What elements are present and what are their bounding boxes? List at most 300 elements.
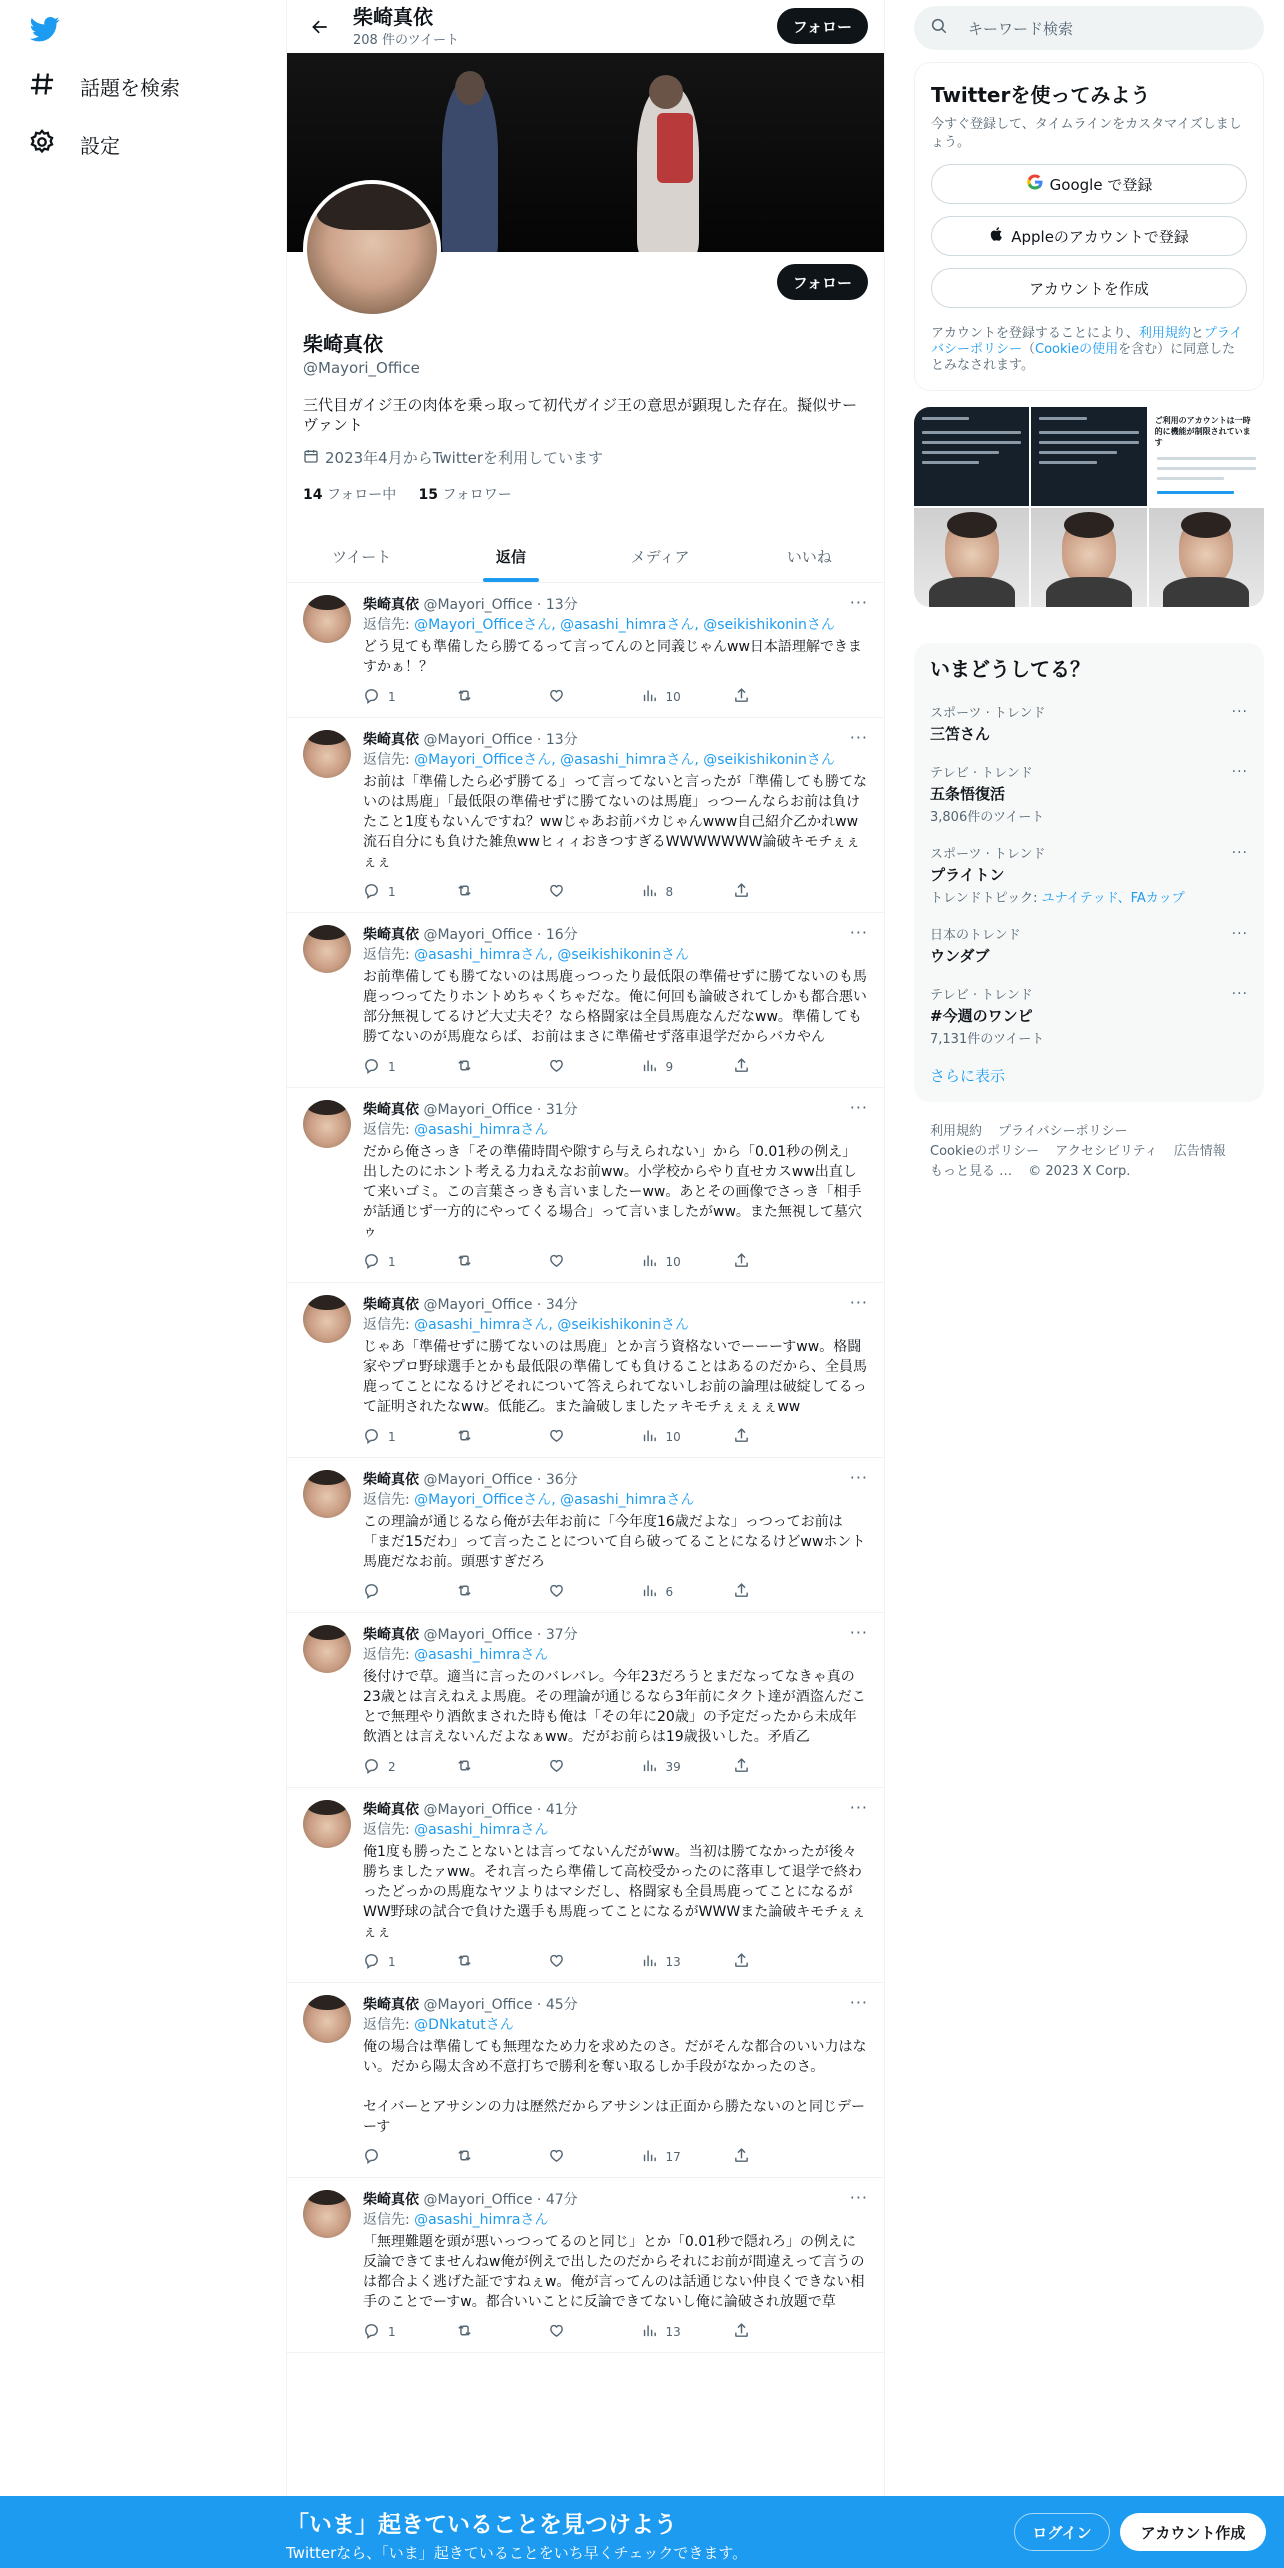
reply-to-link[interactable]: @asashi_himraさん (414, 1647, 549, 1663)
trend-context: 日本のトレンド (930, 928, 1021, 943)
tweet-reply-context (363, 2015, 868, 2035)
media-thumbnail[interactable] (1031, 508, 1146, 607)
share-icon (733, 1057, 750, 1077)
tweet-views-count: 6 (665, 1585, 674, 1599)
tweet-body (363, 2190, 868, 2342)
tab-media[interactable]: メディア (630, 547, 690, 566)
tweet-replies-count: 1 (388, 1255, 396, 1269)
tweet-handle-time: @Mayori_Office · 31分 (423, 1102, 578, 1118)
retweet-icon (456, 2147, 473, 2167)
retweet-button[interactable] (456, 1057, 506, 1077)
reply-to-link[interactable]: @asashi_himraさん, @seikishikoninさん (414, 947, 689, 963)
trend-item[interactable] (914, 694, 1264, 754)
reply-prefix: 返信先: (363, 1647, 415, 1663)
reply-prefix: 返信先: (363, 2017, 415, 2033)
heart-icon (548, 1582, 565, 1602)
profile-follow-button[interactable]: フォロー (777, 264, 868, 300)
tweet-text: どう見ても準備したら勝てるって言ってんのと同義じゃんww日本語理解できますかぁ！？ (363, 639, 862, 675)
tweet-views-count: 17 (665, 2150, 681, 2164)
more-options-icon[interactable]: ··· (849, 1798, 868, 1817)
trend-item[interactable] (914, 835, 1264, 916)
trend-context: スポーツ · トレンド (930, 847, 1046, 862)
tweet-header (363, 1470, 868, 1490)
signup-legal-text: アカウントを登録することにより、利用規約とプライバシーポリシー（Cookieの使用を含む）に同意したとみなされます。 (931, 326, 1243, 373)
reply-button[interactable] (363, 1952, 413, 1972)
share-button[interactable] (733, 882, 783, 902)
nav-explore-label: 話題を検索 (80, 76, 180, 100)
tweet-reply-context (363, 750, 868, 770)
tweet-avatar[interactable] (303, 2190, 351, 2238)
tweet-avatar[interactable] (303, 1800, 351, 1848)
reply-to-link[interactable]: @Mayori_Officeさん, @asashi_himraさん, @seikishikoninさん (414, 752, 835, 768)
more-options-icon[interactable]: ··· (1231, 926, 1248, 942)
tweet-header (363, 1625, 868, 1645)
tweet-actions (363, 1427, 783, 1447)
trend-meta (930, 806, 1248, 825)
tweet-handle-time: @Mayori_Office · 13分 (423, 732, 578, 748)
tweet-text: じゃあ「準備せずに勝てないのは馬鹿」とか言う資格ないでーーーすww。格闘家やプロ野球選手とかも最低限の準備しても負けることはあるのだから、全員馬鹿ってことになるけどそれについて答えられてないしお前の論理は破綻してるって証明されたなww。低能乙。また論破しましたァキモチぇぇぇぇww (363, 1339, 867, 1415)
tweet-reply-context (363, 1490, 868, 1510)
tweet-replies-count: 2 (388, 1760, 396, 1774)
share-button[interactable] (733, 2322, 783, 2342)
nav-settings[interactable] (28, 128, 120, 161)
header-tweet-count: 208 件のツイート (353, 33, 460, 48)
google-signup-button[interactable]: Google で登録 (931, 164, 1247, 204)
like-button[interactable] (548, 1057, 598, 1077)
tweet-body (363, 1625, 868, 1777)
more-options-icon[interactable]: ··· (849, 1468, 868, 1487)
google-icon (1026, 173, 1044, 195)
reply-to-link[interactable]: @asashi_himraさん (414, 1822, 549, 1838)
reply-prefix: 返信先: (363, 617, 415, 633)
retweet-icon (456, 1427, 473, 1447)
tweet-author-name[interactable]: 柴崎真依 (363, 1472, 419, 1488)
tweet[interactable] (287, 913, 884, 1088)
reply-prefix: 返信先: (363, 2212, 415, 2228)
tweet-actions (363, 882, 783, 902)
media-thumbnail[interactable] (914, 508, 1029, 607)
tweet-body (363, 730, 868, 902)
trend-item[interactable] (914, 976, 1264, 1057)
retweet-button[interactable] (456, 1952, 506, 1972)
reply-prefix: 返信先: (363, 1122, 415, 1138)
views-button[interactable] (641, 1252, 691, 1272)
tweet-views-count: 10 (665, 1255, 681, 1269)
retweet-icon (456, 1252, 473, 1272)
retweet-button[interactable] (456, 687, 506, 707)
trend-topic: ウンダブ (930, 947, 990, 965)
more-options-icon[interactable]: ··· (849, 2188, 868, 2207)
share-button[interactable] (733, 1057, 783, 1077)
footer-link[interactable]: アクセシビリティ (1055, 1144, 1158, 1159)
search-input[interactable] (914, 6, 1264, 50)
bottom-signup-bar (0, 2496, 1284, 2568)
views-button[interactable] (641, 1952, 691, 1972)
trend-meta (930, 1028, 1248, 1047)
login-button[interactable]: ログイン (1014, 2513, 1110, 2551)
reply-icon (363, 1252, 380, 1272)
trend-context: テレビ · トレンド (930, 988, 1033, 1003)
views-button[interactable] (641, 1057, 691, 1077)
tweet-header (363, 595, 868, 615)
like-button[interactable] (548, 2322, 598, 2342)
reply-to-link[interactable]: @DNkatutさん (414, 2017, 514, 2033)
trend-topic-links[interactable]: ユナイテッド、FAカップ (1041, 891, 1185, 906)
reply-button[interactable] (363, 1582, 413, 1602)
tweet-body (363, 1800, 868, 1972)
tweet-reply-context (363, 945, 868, 965)
more-options-icon[interactable]: ··· (849, 1993, 868, 2012)
tweet[interactable] (287, 583, 884, 718)
tweet-body (363, 1470, 868, 1602)
trend-topic: #今週のワンピ (930, 1007, 1033, 1025)
apple-icon (989, 226, 1005, 246)
tweet-author-name[interactable]: 柴崎真依 (363, 1102, 419, 1118)
tab-tweets[interactable]: ツイート (331, 547, 392, 566)
share-icon (733, 687, 750, 707)
tweet-avatar[interactable] (303, 595, 351, 643)
share-button[interactable] (733, 687, 783, 707)
hashtag-icon (28, 70, 56, 103)
more-options-icon[interactable]: ··· (1231, 704, 1248, 720)
views-button[interactable] (641, 1582, 691, 1602)
tweet-views-count: 10 (665, 1430, 681, 1444)
tweet-avatar[interactable] (303, 730, 351, 778)
views-button[interactable] (641, 1427, 691, 1447)
tweet-reply-context (363, 1315, 868, 1335)
retweet-button[interactable] (456, 1427, 506, 1447)
tweet-handle-time: @Mayori_Office · 34分 (423, 1297, 578, 1313)
reply-icon (363, 882, 380, 902)
tweet-author-name[interactable]: 柴崎真依 (363, 1627, 419, 1643)
tweet-header (363, 1295, 868, 1315)
tab-replies[interactable]: 返信 (436, 530, 585, 582)
media-card-title: ご利用のアカウントは一時的に機能が制限されています (1154, 416, 1251, 447)
trend-topic: 五条悟復活 (930, 785, 1006, 803)
reply-to-link[interactable]: @Mayori_Officeさん, @asashi_himraさん (414, 1492, 695, 1508)
like-button[interactable] (548, 1757, 598, 1777)
reply-to-link[interactable]: @asashi_himraさん, @seikishikoninさん (414, 1317, 689, 1333)
trend-item[interactable] (914, 754, 1264, 835)
share-icon (733, 2147, 750, 2167)
reply-prefix: 返信先: (363, 1822, 415, 1838)
tweet-actions (363, 1252, 783, 1272)
reply-icon (363, 1582, 380, 1602)
tweet-actions (363, 1057, 783, 1077)
reply-prefix: 返信先: (363, 1492, 415, 1508)
trend-tweet-count: 3,806件のツイート (930, 810, 1045, 825)
views-chart-icon (641, 1582, 658, 1602)
views-chart-icon (641, 2322, 658, 2342)
views-chart-icon (641, 1952, 658, 1972)
tweet-text: お前準備しても勝てないのは馬鹿っつったり最低限の準備せずに勝てないのも馬鹿っつってたりホントめちゃくちゃだな。俺に何回も論破されてしかも都合悪い部分無視してるけど大丈夫そ？なら格闘家は全員馬鹿なんだなww。準備しても勝てないのが馬鹿ならば、お前はまさに準備せず落車退学だからバカやん (363, 969, 867, 1045)
reply-icon (363, 2147, 380, 2167)
heart-icon (548, 687, 565, 707)
reply-prefix: 返信先: (363, 752, 415, 768)
profile-media-grid (914, 407, 1264, 607)
share-button[interactable] (733, 2147, 783, 2167)
tweet-header (363, 925, 868, 945)
media-thumbnail[interactable] (1031, 407, 1146, 506)
retweet-button[interactable] (456, 2147, 506, 2167)
tweet-replies-count: 1 (388, 690, 396, 704)
reply-icon (363, 1057, 380, 1077)
create-account-button[interactable]: アカウントを作成 (931, 268, 1247, 308)
tweet-author-name[interactable]: 柴崎真依 (363, 927, 419, 943)
profile-section (287, 252, 884, 352)
tweet-header (363, 1995, 868, 2015)
more-options-icon[interactable]: ··· (849, 728, 868, 747)
profile-name: 柴崎真依 (303, 332, 383, 356)
reply-button[interactable] (363, 1427, 413, 1447)
views-chart-icon (641, 882, 658, 902)
views-button[interactable] (641, 2322, 691, 2342)
reply-icon (363, 1757, 380, 1777)
trend-meta (930, 887, 1248, 906)
share-icon (733, 2322, 750, 2342)
views-button[interactable] (641, 2147, 691, 2167)
trends-show-more-link[interactable]: さらに表示 (930, 1067, 1006, 1085)
gear-icon (28, 128, 56, 161)
media-thumbnail[interactable] (1149, 407, 1264, 506)
tweet-replies-count: 1 (388, 885, 396, 899)
trends-title: いまどうしてる？ (930, 657, 1090, 681)
share-button[interactable] (733, 1427, 783, 1447)
more-options-icon[interactable]: ··· (1231, 845, 1248, 861)
retweet-icon (456, 1582, 473, 1602)
reply-to-link[interactable]: @asashi_himraさん (414, 2212, 549, 2228)
search-icon (930, 17, 948, 39)
footer-copyright: © 2023 X Corp. (1028, 1164, 1131, 1179)
more-options-icon[interactable]: ··· (849, 923, 868, 942)
tweet-reply-context (363, 1820, 868, 1840)
tweet-actions (363, 2147, 783, 2167)
more-options-icon[interactable]: ··· (849, 1098, 868, 1117)
heart-icon (548, 1427, 565, 1447)
reply-icon (363, 1427, 380, 1447)
tweet-actions (363, 1952, 783, 1972)
trend-meta-prefix: トレンドトピック: (930, 891, 1042, 906)
media-thumbnail[interactable] (914, 407, 1029, 506)
tweet-views-count: 10 (665, 690, 681, 704)
nav-settings-label: 設定 (80, 134, 120, 158)
views-chart-icon (641, 1757, 658, 1777)
retweet-button[interactable] (456, 1252, 506, 1272)
footer-link[interactable]: Cookieのポリシー (930, 1144, 1040, 1159)
like-button[interactable] (548, 687, 598, 707)
profile-joined (287, 447, 884, 468)
retweet-button[interactable] (456, 1757, 506, 1777)
share-button[interactable] (733, 1582, 783, 1602)
retweet-icon (456, 1757, 473, 1777)
share-button[interactable] (733, 1757, 783, 1777)
heart-icon (548, 2322, 565, 2342)
more-options-icon[interactable]: ··· (849, 1293, 868, 1312)
share-button[interactable] (733, 1252, 783, 1272)
tweet[interactable] (287, 2178, 884, 2353)
tweet-text: 「無理難題を頭が悪いっつってるのと同じ」とか「0.01秒で隠れろ」の例えに反論できてませんねw俺が例えで出したのだからそれにお前が間違えって言うのは都合よく逃げた証ですねぇw。俺が言ってんのは話通じない仲良くできない相手のことでーすw。都合いいことに反論できてないし俺に論破され放題で草 (363, 2234, 865, 2310)
like-button[interactable] (548, 1427, 598, 1447)
signup-card (914, 62, 1264, 391)
retweet-icon (456, 2322, 473, 2342)
retweet-button[interactable] (456, 1582, 506, 1602)
share-icon (733, 882, 750, 902)
views-button[interactable] (641, 882, 691, 902)
tweet-body (363, 925, 868, 1077)
retweet-button[interactable] (456, 882, 506, 902)
tweet-reply-context (363, 615, 868, 635)
trends-panel (914, 643, 1264, 1102)
trend-item[interactable] (914, 916, 1264, 976)
back-arrow-icon[interactable] (303, 10, 337, 44)
footer-link[interactable]: 利用規約 (930, 1124, 983, 1139)
reply-icon (363, 2322, 380, 2342)
reply-button[interactable] (363, 1057, 413, 1077)
tab-likes[interactable]: いいね (786, 547, 832, 566)
cookie-link[interactable]: Cookieの使用 (1035, 342, 1119, 357)
profile-tabs (287, 530, 884, 583)
tweet-handle-time: @Mayori_Office · 36分 (423, 1472, 578, 1488)
trend-tweet-count: 7,131件のツイート (930, 1032, 1045, 1047)
like-button[interactable] (548, 1582, 598, 1602)
tweet-author-name[interactable]: 柴崎真依 (363, 2192, 419, 2208)
tweet-text: 後付けで草。適当に言ったのバレバレ。今年23だろうとまだなってなきゃ真の23歳とは言えねえよ馬鹿。その理論が通じるなら3年前にタクト達が酒盗んだことで無理やり酒飲まされた時も俺は「その年に20歳」の予定だったから未成年飲酒とは言えないんだよなぁww。だがお前らは19歳扱いした。矛盾乙 (363, 1669, 866, 1745)
tweet-views-count: 13 (665, 2325, 681, 2339)
tweet[interactable] (287, 1983, 884, 2178)
like-button[interactable] (548, 2147, 598, 2167)
tweet-avatar[interactable] (303, 1470, 351, 1518)
tweet-avatar[interactable] (303, 1100, 351, 1148)
tweet-author-name[interactable]: 柴崎真依 (363, 1997, 419, 2013)
followers-link[interactable]: 15 フォロワー (418, 487, 512, 503)
tweet-text: だから俺さっき「その準備時間や隙すら与えられない」から「0.01秒の例え」出したのにホント考える力ねえなお前ww。小学校からやり直せカスww出直して来いゴミ。この言葉さっきも言いましたーww。あとその画像でさっき「相手が話通じず一方的にやってくる場合」って言いましたがww。また無視して墓穴ゥ (363, 1144, 862, 1240)
retweet-icon (456, 1057, 473, 1077)
tweet[interactable] (287, 1458, 884, 1613)
tweet[interactable] (287, 1283, 884, 1458)
signup-subtitle: 今すぐ登録して、タイムラインをカスタマイズしましょう。 (931, 117, 1242, 150)
reply-button[interactable] (363, 2322, 413, 2342)
reply-button[interactable] (363, 687, 413, 707)
views-chart-icon (641, 2147, 658, 2167)
main-column (286, 0, 885, 2568)
reply-icon (363, 687, 380, 707)
like-button[interactable] (548, 882, 598, 902)
tweet-author-name[interactable]: 柴崎真依 (363, 1297, 419, 1313)
trend-context: テレビ · トレンド (930, 766, 1033, 781)
heart-icon (548, 882, 565, 902)
privacy-link[interactable]: プライバシーポリシー (931, 326, 1243, 357)
reply-button[interactable] (363, 1252, 413, 1272)
tweet-header (363, 1800, 868, 1820)
tweet[interactable] (287, 1613, 884, 1788)
reply-to-link[interactable]: @asashi_himraさん (414, 1122, 549, 1138)
bottom-bar-subtitle: Twitterなら、「いま」起きていることをいち早くチェックできます。 (286, 2544, 748, 2562)
tweet-views-count: 39 (665, 1760, 681, 1774)
tweet-author-name[interactable]: 柴崎真依 (363, 597, 419, 613)
tweet-header (363, 730, 868, 750)
more-options-icon[interactable]: ··· (849, 593, 868, 612)
retweet-icon (456, 1952, 473, 1972)
share-button[interactable] (733, 1952, 783, 1972)
heart-icon (548, 1952, 565, 1972)
reply-prefix: 返信先: (363, 947, 415, 963)
tweet-avatar[interactable] (303, 1295, 351, 1343)
heart-icon (548, 1252, 565, 1272)
tweet-views-count: 13 (665, 1955, 681, 1969)
more-options-icon[interactable]: ··· (1231, 764, 1248, 780)
tweet[interactable] (287, 1088, 884, 1283)
views-button[interactable] (641, 687, 691, 707)
reply-button[interactable] (363, 2147, 413, 2167)
trend-topic: プライトン (930, 866, 1005, 884)
profile-header-bar (287, 0, 884, 53)
reply-to-link[interactable]: @Mayori_Officeさん, @asashi_himraさん, @seikishikoninさん (414, 617, 835, 633)
tos-link[interactable]: 利用規約 (1138, 326, 1191, 341)
header-follow-button[interactable]: フォロー (777, 8, 868, 44)
profile-avatar[interactable] (303, 180, 441, 318)
tweet-replies-count: 1 (388, 1430, 396, 1444)
tweet[interactable] (287, 718, 884, 913)
tweet-replies-count: 1 (388, 1955, 396, 1969)
views-chart-icon (641, 1057, 658, 1077)
tweet-actions (363, 1582, 783, 1602)
nav-explore[interactable] (28, 70, 180, 103)
more-options-icon[interactable]: ··· (849, 1623, 868, 1642)
footer-link[interactable]: 広告情報 (1173, 1144, 1226, 1159)
trend-topic: 三笘さん (930, 725, 991, 743)
footer-more-link[interactable]: もっと見る … (930, 1164, 1013, 1179)
media-thumbnail[interactable] (1149, 508, 1264, 607)
retweet-button[interactable] (456, 2322, 506, 2342)
profile-handle: @Mayori_Office (303, 359, 420, 377)
tweet-handle-time: @Mayori_Office · 45分 (423, 1997, 578, 2013)
like-button[interactable] (548, 1252, 598, 1272)
reply-button[interactable] (363, 882, 413, 902)
like-button[interactable] (548, 1952, 598, 1972)
tweet-author-name[interactable]: 柴崎真依 (363, 1802, 419, 1818)
views-button[interactable] (641, 1757, 691, 1777)
apple-signup-button[interactable]: Appleのアカウントで登録 (931, 216, 1247, 256)
signup-button[interactable]: アカウント作成 (1120, 2513, 1266, 2551)
twitter-logo-icon[interactable] (28, 14, 62, 44)
profile-bio: 三代目ガイジ王の肉体を乗っ取って初代ガイジ王の意思が顕現した存在。擬似サーヴァント (303, 396, 858, 434)
tweet[interactable] (287, 1788, 884, 1983)
footer-link[interactable]: プライバシーポリシー (998, 1124, 1128, 1139)
tweet-avatar[interactable] (303, 1625, 351, 1673)
tweet-author-name[interactable]: 柴崎真依 (363, 732, 419, 748)
tweet-avatar[interactable] (303, 925, 351, 973)
tweet-text: 俺1度も勝ったことないとは言ってないんだがww。当初は勝てなかったが後々勝ちましたァww。それ言ったら準備して高校受かったのに落車して退学で終わったどっかの馬鹿なヤツよりはマシだし、格闘家も全員馬鹿ってことになるがWW野球の試合で負けた選手も馬鹿ってことになるがWWWまた論破キモチぇぇぇぇ (363, 1844, 866, 1940)
share-icon (733, 1252, 750, 1272)
reply-button[interactable] (363, 1757, 413, 1777)
right-sidebar (914, 0, 1264, 1182)
heart-icon (548, 2147, 565, 2167)
search-placeholder: キーワード検索 (968, 19, 1074, 38)
tweet-body (363, 1295, 868, 1447)
header-name: 柴崎真依 (353, 5, 433, 29)
following-link[interactable]: 14 フォロー中 (303, 487, 397, 503)
tweet-actions (363, 687, 783, 707)
tweet-text: この理論が通じるなら俺が去年お前に「今年度16歳だよな」っつってお前は「まだ15だわ」って言ったことについて自ら破ってることになるけどwwホント馬鹿だなお前。頭悪すぎだろ (363, 1514, 866, 1570)
tweet-handle-time: @Mayori_Office · 37分 (423, 1627, 578, 1643)
tweet-actions (363, 1757, 783, 1777)
tweet-avatar[interactable] (303, 1995, 351, 2043)
tweet-reply-context (363, 1120, 868, 1140)
tweet-text: お前は「準備したら必ず勝てる」って言ってないと言ったが「準備しても勝てないのは馬鹿」「最低限の準備せずに勝てないのは馬鹿」っつーんならお前は負けたこと1度もないんですね？wwじゃあお前バカじゃんwww自己紹介乙かれww流石自分にも負けた雑魚wwヒィィおきつすぎるWWWWWWW論破キモチぇぇぇぇ (363, 774, 867, 870)
profile-stats (287, 484, 884, 504)
more-options-icon[interactable]: ··· (1231, 986, 1248, 1002)
signup-title: Twitterを使ってみよう (931, 83, 1151, 107)
